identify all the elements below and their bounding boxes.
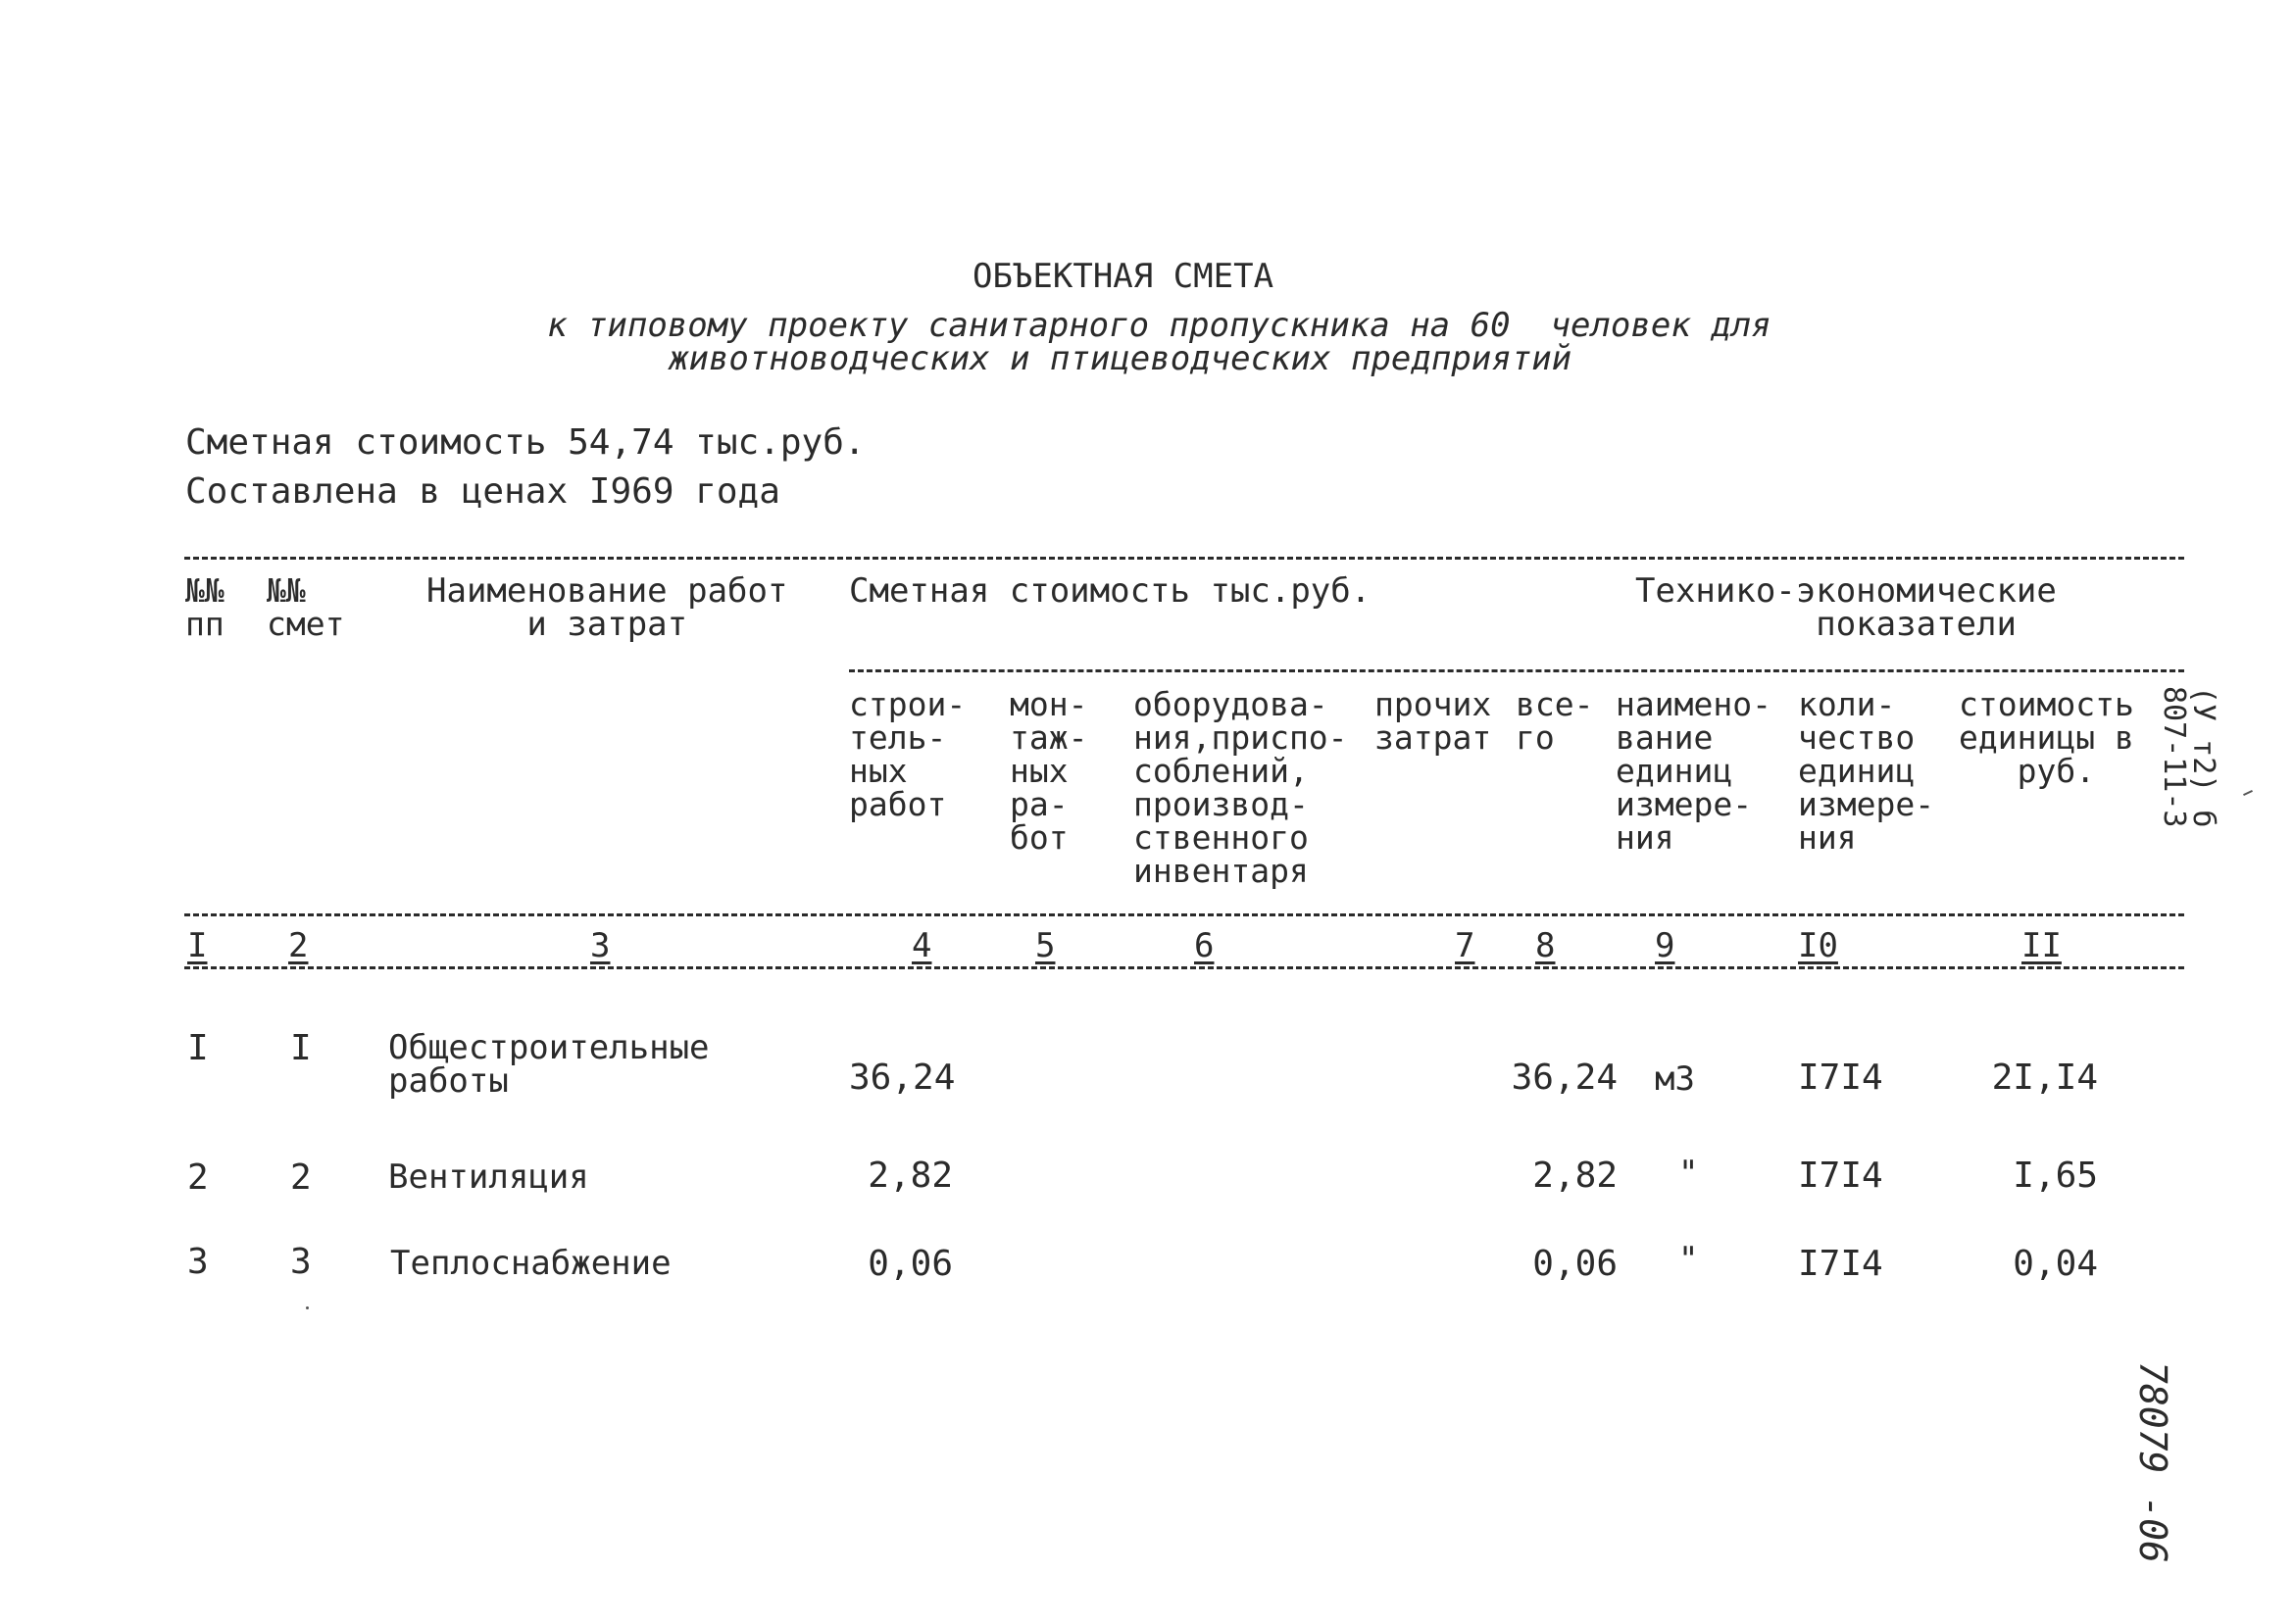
row-unit-qty: I7I4 [1798, 1244, 1883, 1284]
column-number: I0 [1798, 926, 1838, 965]
header-installation: мон- таж- ных ра- бот [1010, 685, 1088, 857]
header-name: Наименование работ и затрат [426, 571, 788, 644]
header-bottom-rule [184, 913, 2184, 916]
row-total-cost: 36,24 [1511, 1058, 1618, 1098]
row-total-cost: 2,82 [1532, 1156, 1618, 1196]
row-unit-cost: 0,04 [2013, 1244, 2098, 1284]
column-number: 6 [1194, 926, 1215, 965]
header-group-rule [849, 669, 2184, 672]
column-number: 9 [1655, 926, 1675, 965]
row-construction-cost: 2,82 [868, 1156, 953, 1196]
header-other: прочих затрат [1374, 685, 1492, 757]
document-subtitle-line2: животноводческих и птицеводческих предприятий [669, 339, 1572, 378]
column-number: 2 [288, 926, 309, 965]
row-unit-qty: I7I4 [1798, 1058, 1883, 1098]
header-total: все- го [1516, 685, 1594, 757]
column-number: 4 [912, 926, 932, 965]
column-number: 8 [1535, 926, 1556, 965]
header-tech-group: Технико-экономические показатели [1635, 571, 2057, 644]
margin-stamp: (У т2) б 807-11-3 [2157, 686, 2220, 828]
row-unit-cost: I,65 [2013, 1156, 2098, 1196]
row-unit-name: м3 [1655, 1059, 1695, 1099]
header-cost-group: Сметная стоимость тыс.руб. [849, 571, 1371, 611]
header-unit-qty: коли- чество единиц измере- ния [1798, 685, 1935, 857]
estimated-cost-line: Сметная стоимость 54,74 тыс.руб. [185, 422, 866, 463]
header-num-smet: №№ смет [267, 571, 345, 643]
row-unit-name: " [1678, 1154, 1699, 1193]
row-unit-cost: 2I,I4 [1991, 1058, 2098, 1098]
column-numbers-rule [184, 966, 2184, 969]
row-smet-number: 3 [290, 1242, 312, 1282]
row-pp-number: 2 [187, 1157, 209, 1198]
document-subtitle-line1: к типовому проекту санитарного пропускника на 60 человек для [547, 306, 1771, 345]
column-number: II [2021, 926, 2062, 965]
prices-year-line: Составлена в ценах I969 года [185, 471, 780, 512]
document-title: ОБЪЕКТНАЯ СМЕТА [972, 257, 1274, 296]
row-name: Теплоснабжение [390, 1244, 672, 1283]
row-smet-number: 2 [290, 1157, 312, 1198]
column-number: 3 [590, 926, 611, 965]
column-number: 7 [1455, 926, 1475, 965]
column-number: I [187, 926, 208, 965]
row-name: Общестроительные работы [388, 1028, 710, 1101]
header-unit-name: наимено- вание единиц измере- ния [1616, 685, 1771, 857]
row-pp-number: I [187, 1028, 209, 1068]
header-construction: строи- тель- ных работ [849, 685, 967, 823]
row-name: Вентиляция [388, 1157, 589, 1197]
column-number: 5 [1035, 926, 1056, 965]
header-unit-cost: стоимость единицы в руб. [1959, 685, 2134, 790]
row-smet-number: I [290, 1028, 312, 1068]
row-unit-name: " [1678, 1240, 1699, 1279]
table-top-rule [184, 557, 2184, 560]
margin-document-number: 78079 -06 [2131, 1361, 2174, 1563]
row-construction-cost: 0,06 [868, 1244, 953, 1284]
row-construction-cost: 36,24 [849, 1058, 956, 1098]
scan-dot [306, 1306, 309, 1309]
header-equipment: оборудова- ния,приспо- соблений, производ- ственного инвентаря [1133, 685, 1348, 890]
scan-mark [2243, 790, 2253, 796]
header-num-pp: №№ пп [185, 571, 224, 643]
row-total-cost: 0,06 [1532, 1244, 1618, 1284]
row-pp-number: 3 [187, 1242, 209, 1282]
row-unit-qty: I7I4 [1798, 1156, 1883, 1196]
